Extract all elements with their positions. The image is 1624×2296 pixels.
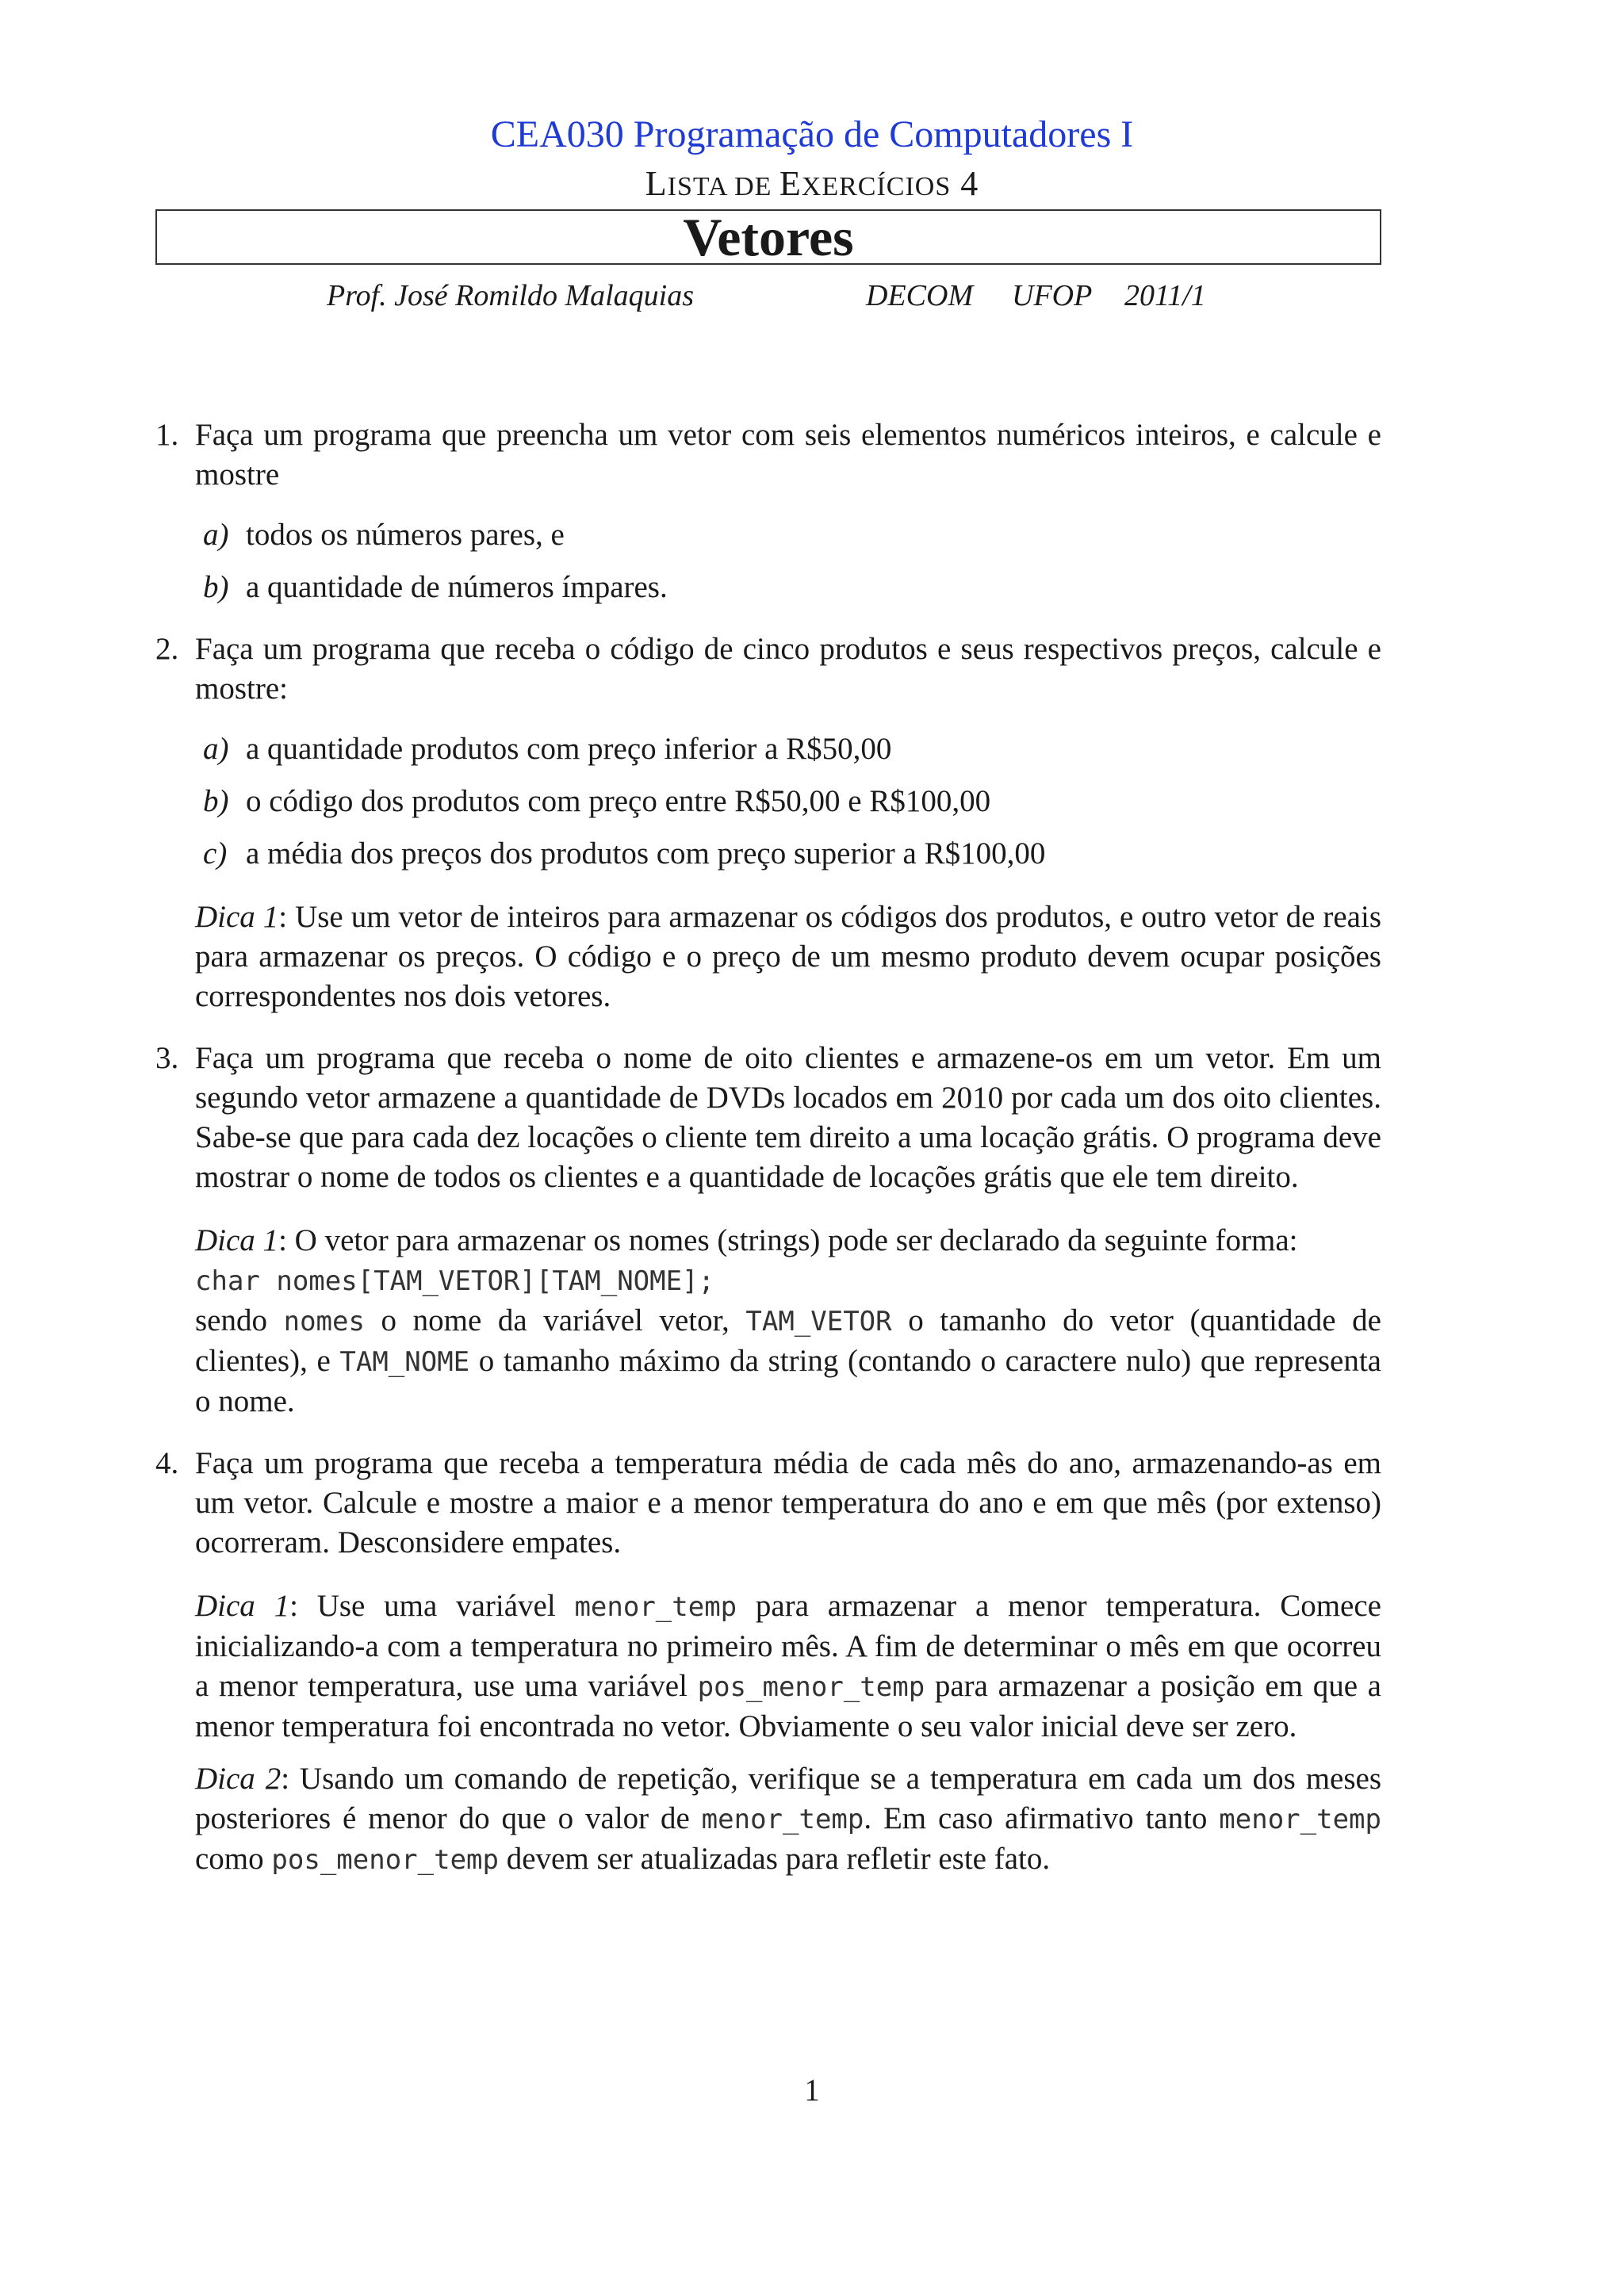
code-text: char nomes[TAM_VETOR][TAM_NOME]; — [195, 1265, 715, 1297]
inline-code: nomes — [283, 1306, 365, 1337]
explanation-text: o nome da variável vetor, — [364, 1303, 746, 1337]
explanation-paragraph — [195, 1301, 1381, 1422]
list-item — [195, 729, 1381, 769]
hint-text: : O vetor para armazenar os nomes (strings) pode ser declarado da seguinte forma: — [278, 1223, 1298, 1257]
item-text: a quantidade produtos com preço inferior a R$50,00 — [246, 732, 892, 766]
semester: 2011/1 — [1124, 279, 1206, 312]
hint-paragraph — [195, 897, 1381, 1016]
author-row — [0, 277, 1624, 314]
hint-paragraph — [195, 1759, 1381, 1880]
exercise-3 — [155, 1039, 1381, 1422]
explanation-text: sendo — [195, 1303, 284, 1337]
exercise-number: 1. — [155, 418, 179, 452]
item-list — [195, 729, 1381, 874]
item-label: a) — [203, 732, 229, 766]
hint-label: Dica 1 — [195, 1223, 279, 1257]
hint-text: . Em caso afirmativo tanto — [864, 1801, 1220, 1835]
inline-code: TAM_VETOR — [745, 1306, 892, 1337]
inline-code: menor_temp — [1219, 1804, 1381, 1835]
inline-code: menor_temp — [574, 1591, 737, 1623]
exercise-list — [155, 415, 1381, 1902]
item-label: a) — [203, 518, 229, 552]
list-title-initial-l: L — [645, 164, 668, 203]
item-label: b) — [203, 784, 229, 818]
hint-paragraph — [195, 1586, 1381, 1747]
page-number: 1 — [804, 2073, 820, 2107]
list-item — [195, 834, 1381, 874]
university: UFOP — [1012, 279, 1093, 312]
hint-text: para armazenar a posição em que a menor temperatura foi encontrada no vetor. Obviamente o seu valor inicial deve ser zero. — [195, 1669, 1381, 1743]
item-label: c) — [203, 836, 228, 871]
exercise-1 — [155, 415, 1381, 607]
list-title — [0, 163, 1624, 208]
inline-code: TAM_NOME — [339, 1346, 470, 1378]
inline-code: menor_temp — [701, 1804, 864, 1835]
item-text: a quantidade de números ímpares. — [246, 570, 668, 604]
exercise-statement: Faça um programa que preencha um vetor com seis elementos numéricos inteiros, e calcule e mostre — [195, 418, 1381, 492]
list-item — [195, 568, 1381, 607]
hint-text: para armazenar a menor temperatura. Comece inicializando-a com a temperatura no primeiro mês. A fim de determinar o mês em que ocorreu a menor temperatura, use uma variável — [195, 1589, 1381, 1703]
item-text: o código dos produtos com preço entre R$50,00 e R$100,00 — [246, 784, 991, 818]
hint-paragraph — [195, 1221, 1381, 1261]
list-title-initial-e: E — [779, 164, 802, 203]
exercise-statement: Faça um programa que receba o nome de oito clientes e armazene-os em um vetor. Em um segundo vetor armazene a quantidade de DVDs locados em 2010 por cada um dos oito clientes. Sabe-se que para cada dez locações o cliente tem direito a uma locação grátis. O programa deve mostrar o nome de todos os clientes e a quantidade de locações grátis que ele tem direito. — [195, 1041, 1381, 1194]
item-text: a média dos preços dos produtos com preço superior a R$100,00 — [246, 836, 1046, 871]
list-title-number: 4 — [951, 164, 979, 203]
hint-text: como — [195, 1842, 272, 1876]
topic-title: Vetores — [683, 207, 854, 267]
item-list — [195, 515, 1381, 607]
explanation-text: o tamanho máximo da string (contando o caractere nulo) que representa o nome. — [195, 1344, 1381, 1418]
topic-title-box — [155, 209, 1381, 265]
item-label: b) — [203, 570, 229, 604]
hint-text: : Use uma variável — [289, 1589, 575, 1623]
list-title-ista: ISTA DE — [667, 172, 779, 201]
exercise-number: 2. — [155, 632, 179, 666]
exercise-statement: Faça um programa que receba o código de cinco produtos e seus respectivos preços, calcule e mostre: — [195, 632, 1381, 706]
exercise-4 — [155, 1444, 1381, 1880]
hint-label: Dica 1 — [195, 1589, 290, 1623]
inline-code: pos_menor_temp — [697, 1671, 925, 1703]
code-snippet — [195, 1261, 1381, 1301]
exercise-2 — [155, 629, 1381, 1016]
list-item — [195, 782, 1381, 821]
exercise-number: 4. — [155, 1446, 179, 1480]
hint-text: devem ser atualizadas para refletir este fato. — [498, 1842, 1051, 1876]
hint-label: Dica 2 — [195, 1762, 282, 1796]
explanation-text: o tamanho do vetor (quantidade de clientes), e — [195, 1303, 1381, 1378]
department: DECOM — [866, 279, 974, 312]
item-text: todos os números pares, e — [246, 518, 565, 552]
list-item — [195, 515, 1381, 555]
list-title-xercicios: XERCÍCIOS — [801, 172, 952, 201]
hint-text: : Use um vetor de inteiros para armazenar os códigos dos produtos, e outro vetor de reais para armazenar os preços. O código e o preço de um mesmo produto devem ocupar posições correspondentes nos dois vetores. — [195, 900, 1382, 1013]
exercise-statement: Faça um programa que receba a temperatura média de cada mês do ano, armazenando-as em um vetor. Calcule e mostre a maior e a menor temperatura do ano e em que mês (por extenso) ocorreram. Desconsidere empates. — [195, 1446, 1381, 1559]
professor-name: Prof. José Romildo Malaquias — [327, 279, 694, 312]
hint-text: : Usando um comando de repetição, verifique se a temperatura em cada um dos meses posteriores é menor do que o valor de — [195, 1762, 1382, 1835]
hint-label: Dica 1 — [195, 900, 279, 934]
exercise-number: 3. — [155, 1041, 179, 1075]
course-title: CEA030 Programação de Computadores I — [490, 113, 1134, 155]
inline-code: pos_menor_temp — [271, 1844, 499, 1876]
